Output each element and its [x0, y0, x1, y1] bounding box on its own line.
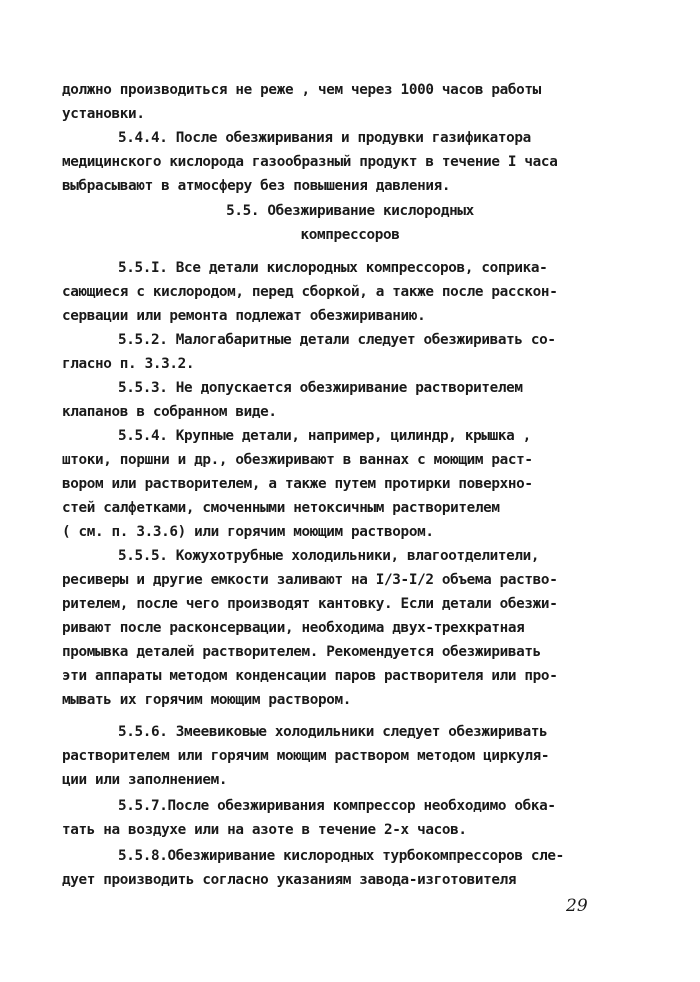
text-line: должно производиться не реже , чем через 1000 часов работы [62, 82, 541, 98]
text-line: промывка деталей растворителем. Рекомендуется обезжиривать [62, 644, 541, 660]
text-line: медицинского кислорода газообразный продукт в течение I часа [62, 154, 558, 170]
paragraph-5-5-4: 5.5.4. Крупные детали, например, цилиндр, крышка , [118, 428, 531, 444]
paragraph-5-5-7: 5.5.7.После обезжиривания компрессор необходимо обка- [118, 798, 556, 814]
text-line: дует производить согласно указаниям завода-изготовителя [62, 872, 517, 888]
paragraph-5-5-2: 5.5.2. Малогабаритные детали следует обезжиривать со- [118, 332, 556, 348]
paragraph-5-4-4: 5.4.4. После обезжиривания и продувки газификатора [118, 130, 531, 146]
text-line: мывать их горячим моющим раствором. [62, 692, 352, 708]
section-heading: 5.5. Обезжиривание кислородных [226, 203, 474, 219]
text-line: эти аппараты методом конденсации паров растворителя или про- [62, 668, 558, 684]
text-line: вором или растворителем, а также путем протирки поверхно- [62, 476, 533, 492]
paragraph-5-5-5: 5.5.5. Кожухотрубные холодильники, влагоотделители, [118, 548, 540, 564]
text-line: установки. [62, 106, 145, 122]
text-line: клапанов в собранном виде. [62, 404, 277, 420]
paragraph-5-5-3: 5.5.3. Не допускается обезжиривание растворителем [118, 380, 523, 396]
text-line: тать на воздухе или на азоте в течение 2-х часов. [62, 822, 467, 838]
text-line: сервации или ремонта подлежат обезжириванию. [62, 308, 426, 324]
text-line: ( см. п. 3.3.6) или горячим моющим раствором. [62, 524, 434, 540]
page-number: 29 [566, 896, 588, 916]
text-line: рителем, после чего производят кантовку. Если детали обезжи- [62, 596, 558, 612]
text-line: стей салфетками, смоченными нетоксичным растворителем [62, 500, 500, 516]
text-line: растворителем или горячим моющим раствором методом циркуля- [62, 748, 550, 764]
paragraph-5-5-6: 5.5.6. Змеевиковые холодильники следует обезжиривать [118, 724, 548, 740]
text-line: сающиеся с кислородом, перед сборкой, а также после расскон- [62, 284, 558, 300]
text-line: штоки, поршни и др., обезжиривают в ваннах с моющим раст- [62, 452, 533, 468]
text-line: ции или заполнением. [62, 772, 228, 788]
text-line: выбрасывают в атмосферу без повышения давления. [62, 178, 451, 194]
text-line: гласно п. 3.3.2. [62, 356, 195, 372]
text-line: ресиверы и другие емкости заливают на I/3-I/2 объема раство- [62, 572, 558, 588]
text-line: ривают после расконсервации, необходима двух-трехкратная [62, 620, 525, 636]
paragraph-5-5-8: 5.5.8.Обезжиривание кислородных турбокомпрессоров сле- [118, 848, 564, 864]
paragraph-5-5-1: 5.5.I. Все детали кислородных компрессоров, соприка- [118, 260, 548, 276]
section-heading-cont: компрессоров [300, 227, 400, 243]
